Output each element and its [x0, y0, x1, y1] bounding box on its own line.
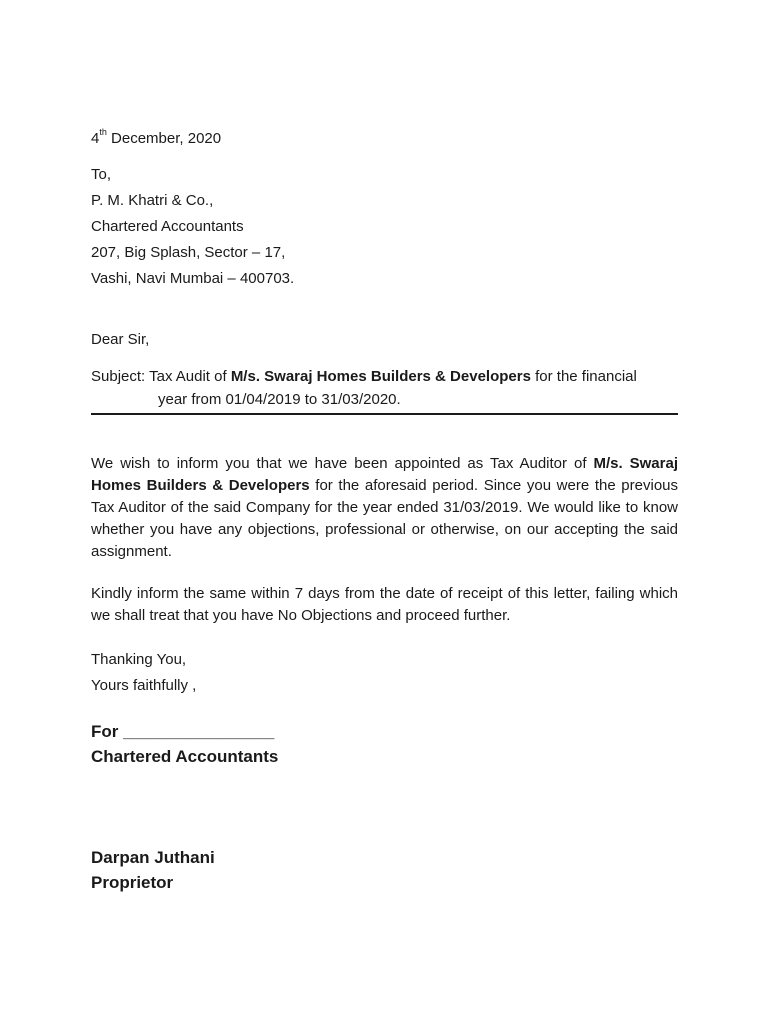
- recipient-name: P. M. Khatri & Co.,: [91, 192, 214, 209]
- recipient-line-2: Chartered Accountants: [91, 218, 244, 235]
- date-suffix: th: [99, 127, 107, 137]
- for-line: For ________________: [91, 722, 275, 741]
- subject-line: Subject: Tax Audit of M/s. Swaraj Homes Builders & Developers for the financial year from 01/04/2019 to 31/03/2020.: [91, 365, 678, 415]
- closing-faithfully: Yours faithfully ,: [91, 677, 197, 694]
- recipient-line-4: Vashi, Navi Mumbai – 400703.: [91, 270, 295, 287]
- closing-thanks: Thanking You,: [91, 651, 187, 668]
- recipient-line-3: 207, Big Splash, Sector – 17,: [91, 244, 286, 261]
- signatory-block: [91, 845, 678, 895]
- closing: [91, 647, 678, 699]
- firm-title: Chartered Accountants: [91, 747, 279, 766]
- signatory-name: Darpan Juthani: [91, 848, 215, 867]
- recipient-address: [91, 162, 678, 292]
- body-company: M/s. Swaraj Homes Builders & Developers: [91, 455, 679, 494]
- body-paragraph-2: Kindly inform the same within 7 days from the date of receipt of this letter, failing which we shall treat that you have No Objections and proceed further.: [91, 585, 678, 624]
- letter-date: 4th December, 2020: [91, 127, 222, 147]
- subject-period: year from 01/04/2019 to 31/03/2020.: [158, 391, 401, 408]
- firm-sign-block: [91, 719, 678, 769]
- letter-page: [91, 128, 678, 895]
- subject-company: M/s. Swaraj Homes Builders & Developers: [230, 368, 531, 385]
- signatory-title: Proprietor: [91, 873, 174, 892]
- to-label: To,: [91, 166, 112, 183]
- salutation: Dear Sir,: [91, 331, 150, 348]
- body-paragraph-1: We wish to inform you that we have been appointed as Tax Auditor of M/s. Swaraj Homes Builders & Developers for the aforesaid period. Since you were the previous Tax Auditor of the said Company for the year ended 31/03/2019. We would like to know whether you have any objections, professional or otherwise, on our accepting the said assignment.: [91, 455, 679, 560]
